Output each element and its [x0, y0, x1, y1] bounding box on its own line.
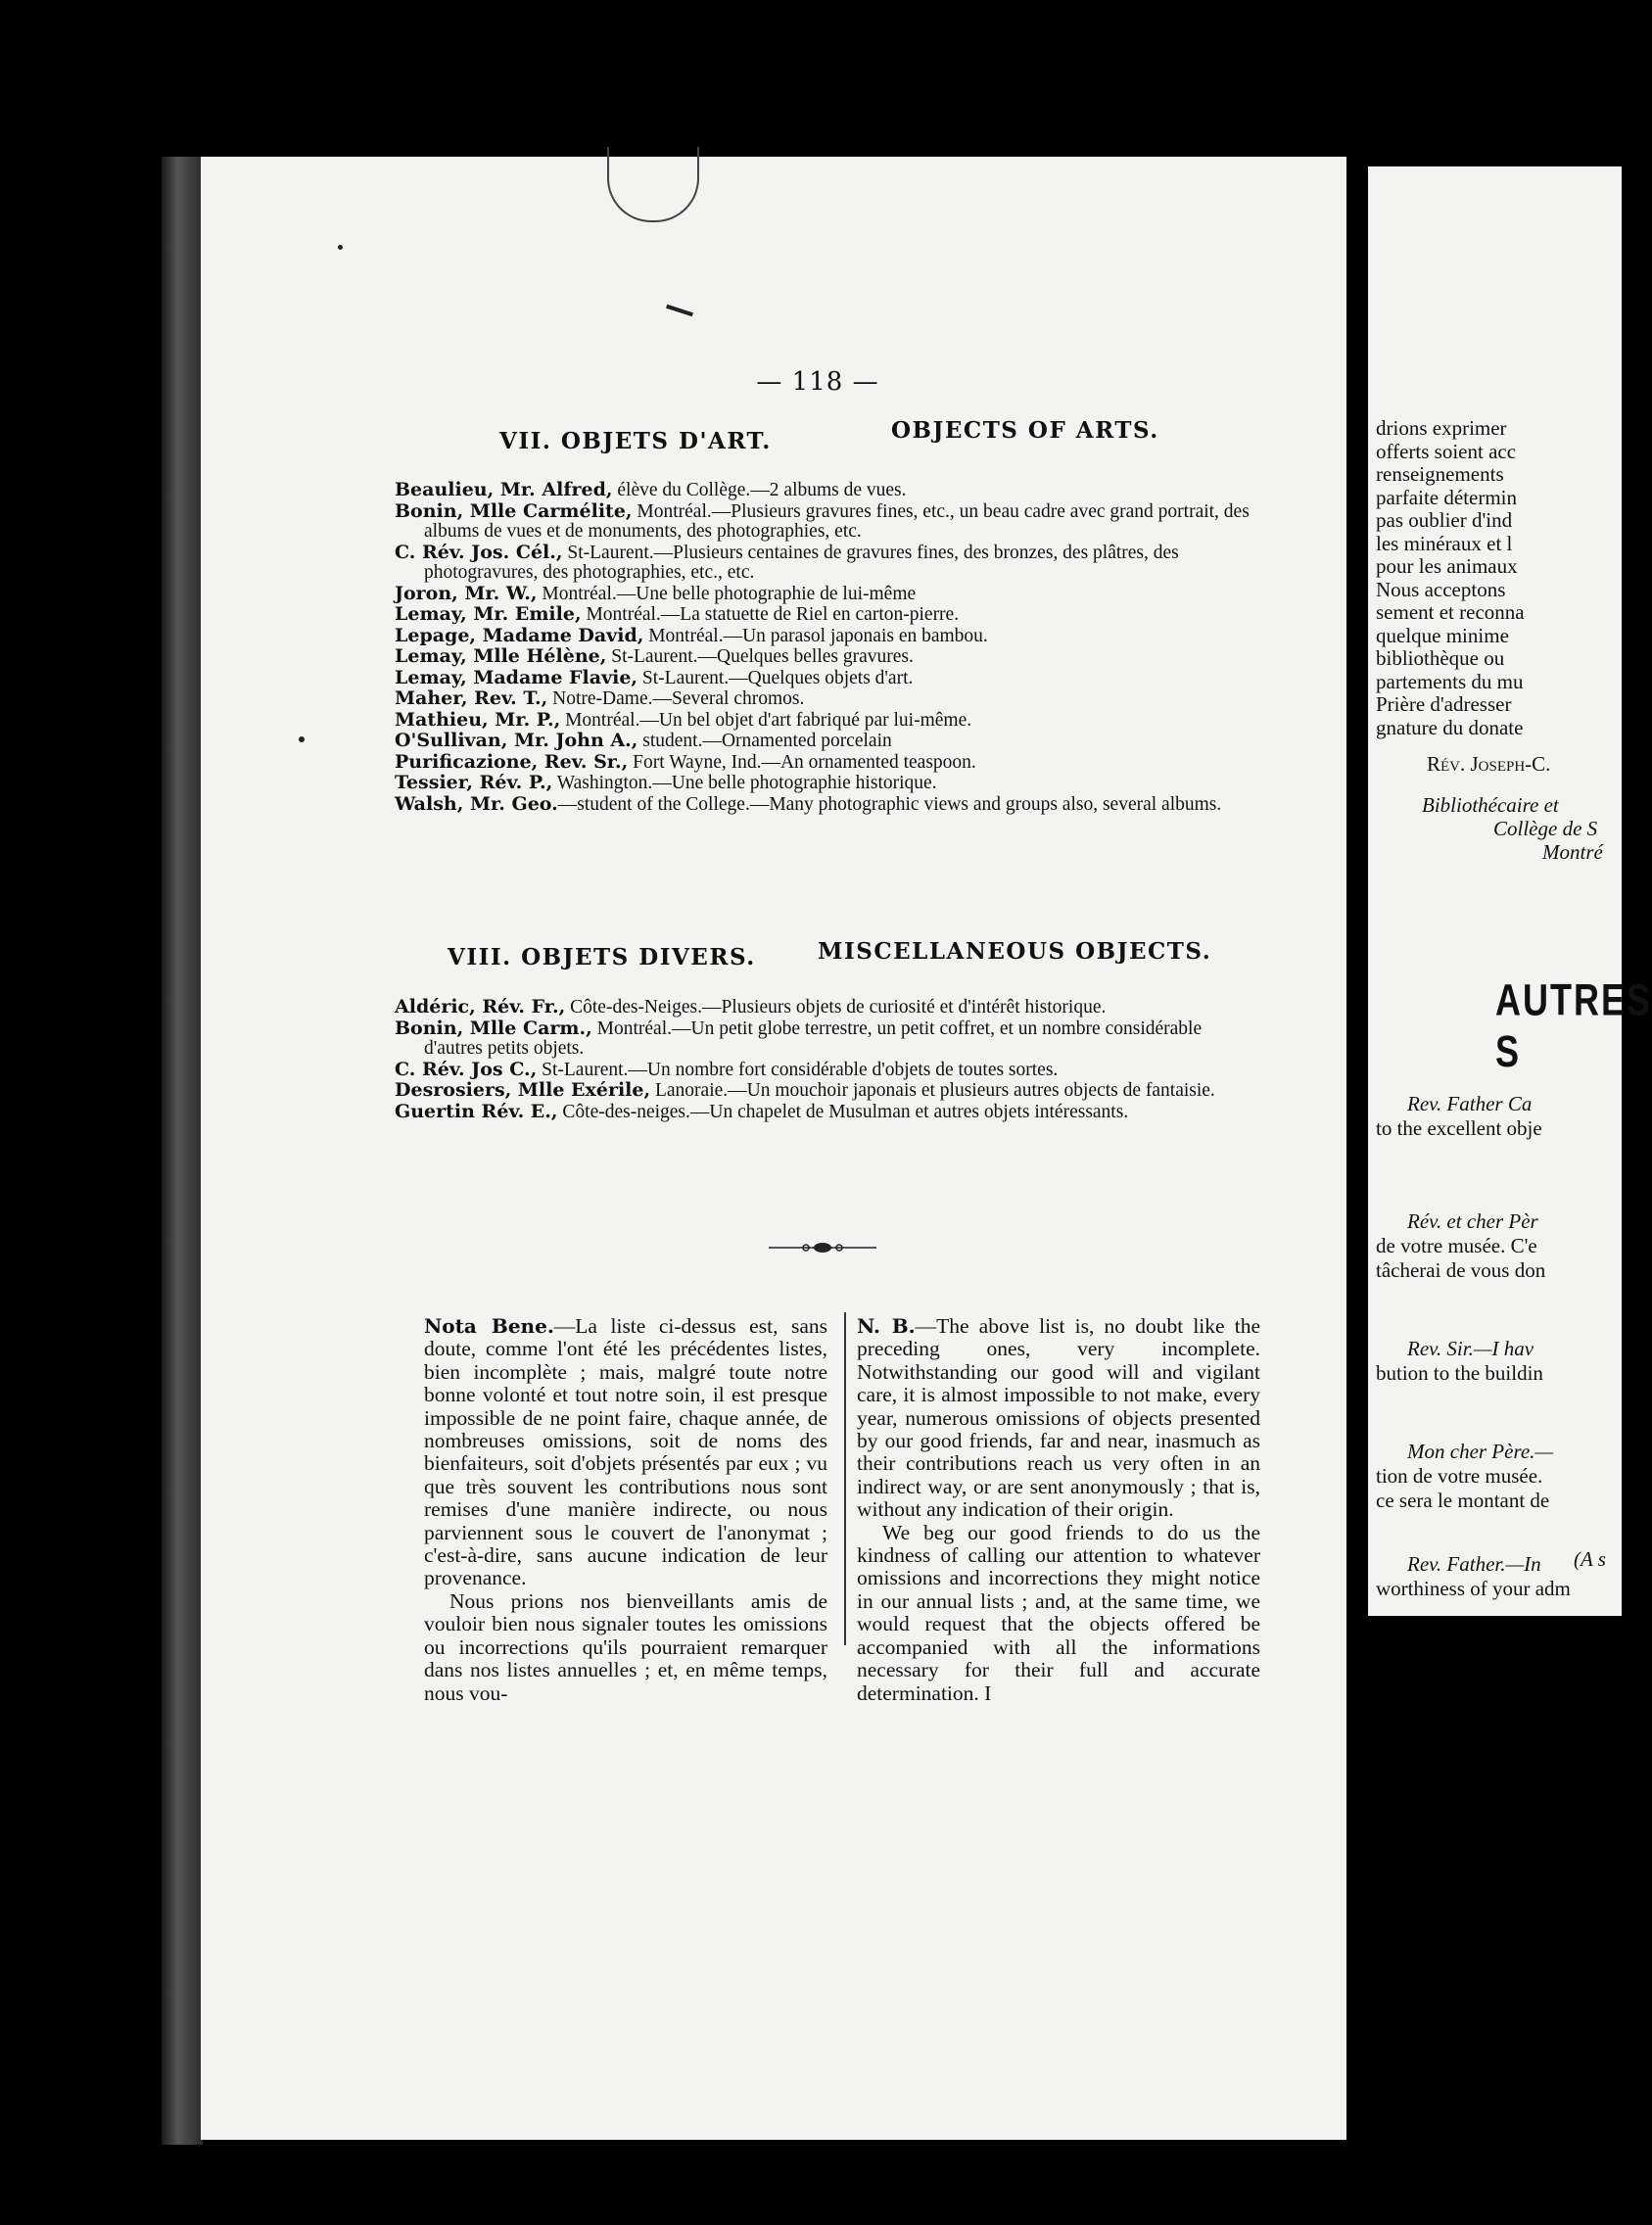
letter-salutation: Mon cher Père.—	[1407, 1440, 1554, 1463]
list-entry	[395, 604, 1256, 626]
section-vii-list	[395, 480, 1256, 815]
nb-english-paragraph-2: We beg our good friends to do us the kindness of calling our attention to whatever omissions and incorrections they might notice in our annual lists ; and, at the same time, we would request that the objects offered be accompanied with all the informations necessary for their full and accurate determination. I	[857, 1520, 1260, 1705]
entry-description: élève du Collège.—2 albums de vues.	[612, 480, 907, 500]
entry-donor-name: Lemay, Madame Flavie,	[395, 666, 638, 688]
list-entry	[395, 501, 1256, 543]
continued-note: (A s	[1574, 1547, 1606, 1571]
column-divider	[844, 1312, 846, 1645]
right-page-top-text	[1376, 417, 1525, 739]
right-page-text-line: parfaite détermin	[1376, 485, 1518, 509]
list-entry	[395, 584, 1256, 605]
letter-text-line: to the excellent obje	[1376, 1116, 1542, 1140]
section-viii-list	[395, 997, 1256, 1122]
nota-bene-lead: Nota Bene.	[424, 1314, 554, 1338]
list-entry	[395, 1060, 1256, 1081]
entry-donor-name: Walsh, Mr. Geo.	[395, 792, 558, 815]
right-page-text-line: Prière d'adresser	[1376, 692, 1512, 716]
list-entry	[395, 668, 1256, 689]
right-page-text-line: drions exprimer	[1376, 416, 1507, 440]
entry-donor-name: O'Sullivan, Mr. John A.,	[395, 730, 638, 751]
entry-donor-name: Desrosiers, Mlle Exérile,	[395, 1079, 651, 1101]
entry-description: Montréal.—Un parasol japonais en bambou.	[643, 625, 988, 646]
signature-title-2: Collège de S	[1493, 817, 1598, 840]
letter-text-line: bution to the buildin	[1376, 1361, 1543, 1385]
letter-salutation: Rev. Father Ca	[1407, 1092, 1533, 1115]
entry-donor-name: Tessier, Rév. P.,	[395, 772, 553, 793]
entry-description: Lanoraie.—Un mouchoir japonais et plusieurs autres objects de fantaisie.	[650, 1080, 1215, 1101]
nota-bene-paragraph-1: —La liste ci-dessus est, sans doute, comme l'ont été les précédentes listes, bien incomplète ; mais, malgré toute notre bonne volonté et tout notre soin, il est presque impossible de ne point faire, chaque année, de nombreuses omissions, soit de noms des bienfaiteurs, soit d'objets présentés par eux ; vu que très souvent les contributions nous sont remises d'une manière indirecte, ou nous parviennent sous le couvert de l'anonymat ; c'est-à-dire, sans aucune indication de leur provenance.	[424, 1314, 827, 1590]
list-entry	[395, 1102, 1256, 1123]
entry-description: Washington.—Une belle photographie historique.	[552, 773, 937, 793]
right-page-text-line: Nous acceptons	[1376, 577, 1506, 601]
ornament-divider	[769, 1241, 876, 1255]
right-page-text-line: les minéraux et l	[1376, 531, 1513, 555]
page-number: — 118 —	[756, 367, 879, 397]
nb-english-paragraph-1: —The above list is, no doubt like the preceding ones, very incomplete. Notwithstanding our good will and vigilant care, it is almost impossible to not make, every year, numerous omissions of objects presented by our good friends, far and near, inasmuch as their contributions reach us very often in an indirect way, or are sent anonymously ; that is, without any indication of their origin.	[857, 1314, 1260, 1522]
scan-speck	[299, 736, 305, 742]
right-page-text-line: quelque minime	[1376, 623, 1509, 647]
list-entry	[395, 480, 1256, 501]
entry-donor-name: Beaulieu, Mr. Alfred,	[395, 479, 613, 500]
nota-bene-paragraph-2: Nous prions nos bienveillants amis de vouloir bien nous signaler toutes les omissions ou incorrections qu'ils pourraient remarquer dans nos listes annuelles ; et, en même temps, nous vou-	[424, 1588, 827, 1705]
list-entry	[395, 543, 1256, 584]
list-entry	[395, 646, 1256, 668]
entry-donor-name: Joron, Mr. W.,	[395, 582, 538, 604]
section-vii-heading-fr: VII. OBJETS D'ART.	[499, 428, 772, 454]
entry-donor-name: C. Rév. Jos. Cél.,	[395, 541, 563, 563]
nb-english-column	[857, 1315, 1260, 1705]
entry-donor-name: Aldéric, Rév. Fr.,	[395, 996, 566, 1018]
page-gutter	[1346, 157, 1368, 2145]
facing-page-fragment	[1368, 166, 1652, 1616]
entry-description: Côte-des-Neiges.—Plusieurs objets de curiosité et d'intérêt historique.	[565, 997, 1107, 1018]
signature-title-3: Montré	[1542, 840, 1603, 864]
entry-description: Montréal.—La statuette de Riel en carton-pierre.	[581, 604, 960, 625]
list-entry	[395, 1080, 1256, 1102]
entry-donor-name: Maher, Rev. T.,	[395, 687, 548, 709]
list-entry	[395, 688, 1256, 710]
letter-text-line: ce sera le montant de	[1376, 1489, 1550, 1512]
entry-donor-name: Lepage, Madame David,	[395, 624, 644, 646]
right-page-text-line: gnature du donate	[1376, 715, 1524, 739]
letter-salutation: Rev. Father.—In	[1407, 1552, 1541, 1576]
section-viii-heading-en: MISCELLANEOUS OBJECTS.	[818, 938, 1212, 965]
entry-donor-name: Bonin, Mlle Carmélite,	[395, 499, 633, 522]
book-page-118	[201, 157, 1346, 2140]
letter-text-line: tion de votre musée.	[1376, 1464, 1543, 1488]
entry-description: St-Laurent.—Quelques objets d'art.	[637, 667, 914, 688]
entry-donor-name: C. Rév. Jos C.,	[395, 1058, 538, 1080]
right-page-text-line: partements du mu	[1376, 669, 1524, 693]
entry-donor-name: Lemay, Mlle Hélène,	[395, 645, 607, 667]
nota-bene-column	[424, 1315, 827, 1705]
letter-excerpt	[1368, 1552, 1571, 1601]
right-page-heading: AUTRES S	[1495, 974, 1652, 1076]
list-entry	[395, 752, 1256, 774]
section-viii-heading-fr: VIII. OBJETS DIVERS.	[448, 944, 756, 970]
right-page-text-line: renseignements	[1376, 462, 1504, 486]
right-page-text-line: sement et reconna	[1376, 600, 1525, 624]
signature-title-1: Bibliothécaire et	[1422, 793, 1559, 817]
list-entry	[395, 794, 1256, 816]
right-page-text-line: pas oublier d'ind	[1376, 508, 1513, 532]
entry-donor-name: Bonin, Mlle Carm.,	[395, 1017, 592, 1039]
scan-loop-mark	[607, 147, 699, 222]
entry-description: Montréal.—Plusieurs gravures fines, etc., un beau cadre avec grand portrait, des albums de vues et de monuments, des photographies, etc.	[424, 500, 1250, 542]
scan-speck	[666, 305, 693, 316]
list-entry	[395, 997, 1256, 1018]
entry-description: St-Laurent.—Un nombre fort considérable d'objets de toutes sortes.	[537, 1059, 1059, 1080]
section-vii-heading-en: OBJECTS OF ARTS.	[891, 417, 1159, 444]
list-entry	[395, 710, 1256, 732]
right-page-text-line: pour les animaux	[1376, 554, 1518, 578]
list-entry	[395, 1018, 1256, 1060]
list-entry	[395, 626, 1256, 647]
letter-text-line: worthiness of your adm	[1376, 1577, 1571, 1600]
letter-salutation: Rev. Sir.—I hav	[1407, 1337, 1534, 1360]
entry-description: St-Laurent.—Quelques belles gravures.	[606, 646, 914, 667]
entry-description: Fort Wayne, Ind.—An ornamented teaspoon.	[628, 751, 976, 773]
letter-text-line: de votre musée. C'e	[1376, 1234, 1537, 1257]
list-entry	[395, 773, 1256, 794]
entry-description: Notre-Dame.—Several chromos.	[547, 688, 805, 709]
scan-speck	[338, 245, 343, 250]
letter-excerpt	[1368, 1440, 1553, 1513]
entry-description: Montréal.—Un petit globe terrestre, un petit coffret, et un nombre considérable d'autres petits objets.	[424, 1018, 1203, 1059]
letter-excerpt	[1368, 1337, 1543, 1386]
letter-excerpt	[1368, 1092, 1542, 1141]
entry-description: Côte-des-neiges.—Un chapelet de Musulman et autres objets intéressants.	[557, 1101, 1129, 1122]
entry-donor-name: Guertin Rév. E.,	[395, 1100, 558, 1122]
entry-description: St-Laurent.—Plusieurs centaines de gravures fines, des bronzes, des plâtres, des photogravures, des photographies, etc., etc.	[424, 542, 1179, 583]
entry-description: —student of the College.—Many photographic views and groups also, several albums.	[557, 793, 1222, 815]
entry-donor-name: Purificazione, Rev. Sr.,	[395, 750, 629, 773]
entry-donor-name: Lemay, Mr. Emile,	[395, 603, 582, 625]
right-page-text-line: bibliothèque ou	[1376, 646, 1505, 670]
entry-description: student.—Ornamented porcelain	[637, 731, 892, 751]
letter-text-line: tâcherai de vous don	[1376, 1258, 1546, 1282]
letter-excerpt	[1368, 1209, 1545, 1283]
nb-english-lead: N. B.	[857, 1314, 916, 1338]
letter-salutation: Rév. et cher Pèr	[1407, 1209, 1538, 1233]
signature-name: Rév. Joseph-C.	[1427, 752, 1551, 776]
right-page-text-line: offerts soient acc	[1376, 439, 1517, 463]
entry-description: Montréal.—Une belle photographie de lui-même	[537, 583, 917, 604]
list-entry	[395, 731, 1256, 752]
entry-description: Montréal.—Un bel objet d'art fabriqué par lui-même.	[560, 709, 972, 731]
book-spine-edge	[162, 157, 203, 2145]
entry-donor-name: Mathieu, Mr. P.,	[395, 708, 561, 731]
